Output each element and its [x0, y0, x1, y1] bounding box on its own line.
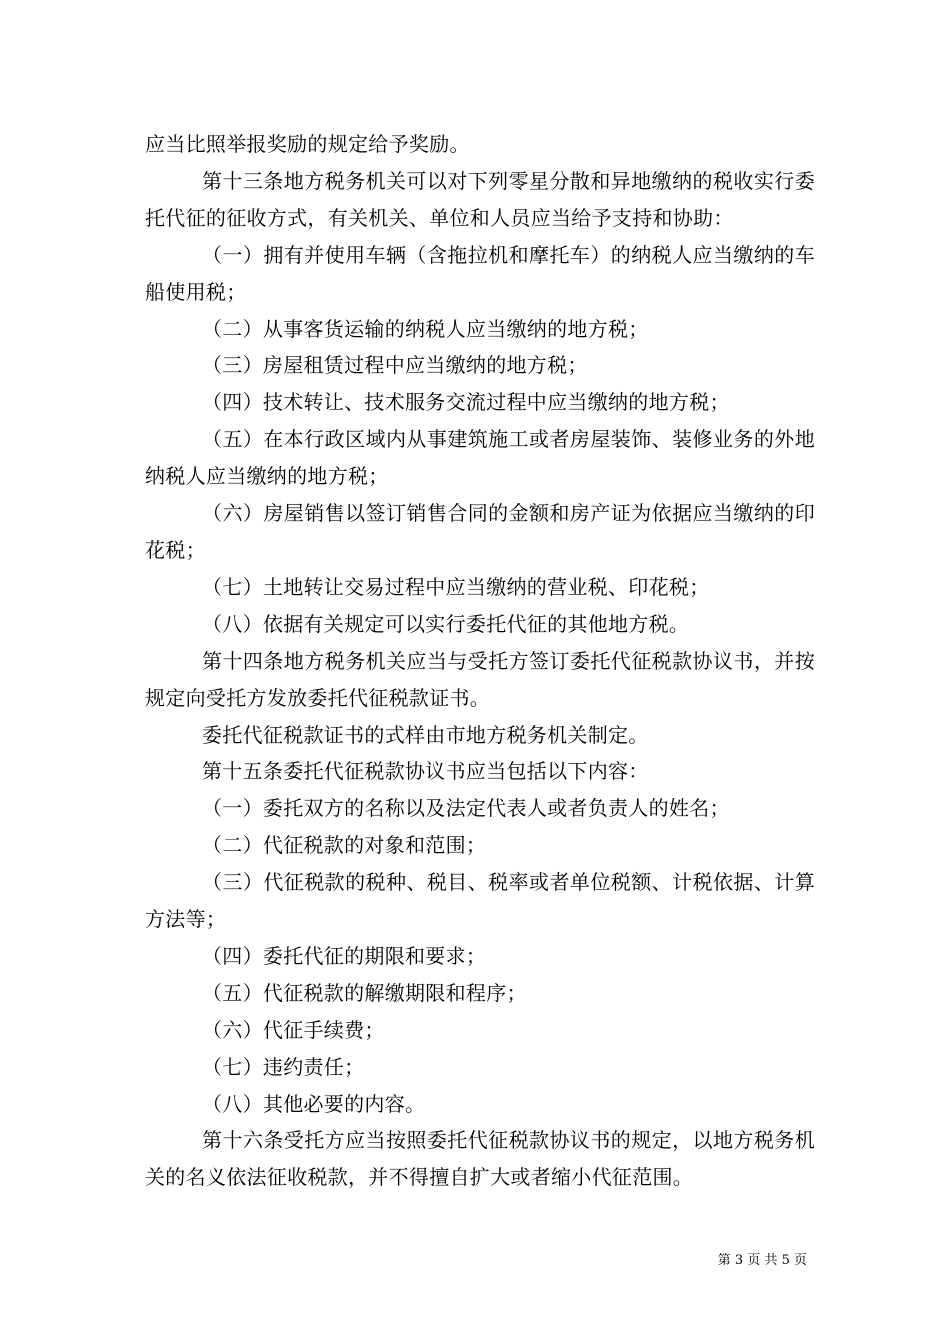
paragraph-article-15: 第十五条委托代征税款协议书应当包括以下内容：: [202, 759, 649, 784]
page-number-footer: 第 3 页 共 5 页: [717, 1253, 807, 1268]
list-item-15-3: （三）代征税款的税种、税目、税率或者单位税额、计税依据、计算方法等；: [145, 870, 815, 932]
list-item-15-1: （一）委托双方的名称以及法定代表人或者负责人的姓名；: [202, 796, 730, 821]
list-item-15-2: （二）代征税款的对象和范围；: [202, 833, 487, 858]
list-item-13-4: （四）技术转让、技术服务交流过程中应当缴纳的地方税；: [202, 390, 730, 415]
list-item-15-6: （六）代征手续费；: [202, 1017, 385, 1042]
list-item-15-4: （四）委托代征的期限和要求；: [202, 943, 487, 968]
list-item-15-8: （八）其他必要的内容。: [202, 1091, 426, 1116]
list-item-13-1: （一）拥有并使用车辆（含拖拉机和摩托车）的纳税人应当缴纳的车船使用税；: [145, 242, 815, 304]
paragraph-article-14-note: 委托代征税款证书的式样由市地方税务机关制定。: [202, 722, 649, 747]
list-item-13-5: （五）在本行政区域内从事建筑施工或者房屋装饰、装修业务的外地纳税人应当缴纳的地方税；: [145, 427, 815, 489]
list-item-15-5: （五）代征税款的解缴期限和程序；: [202, 980, 527, 1005]
paragraph-article-13: 第十三条地方税务机关可以对下列零星分散和异地缴纳的税收实行委托代征的征收方式，有关机关、单位和人员应当给予支持和协助：: [145, 168, 815, 230]
list-item-13-3: （三）房屋租赁过程中应当缴纳的地方税；: [202, 353, 588, 378]
document-body: [145, 126, 815, 1196]
list-item-15-7: （七）违约责任；: [202, 1054, 365, 1079]
paragraph-continuation: 应当比照举报奖励的规定给予奖励。: [145, 132, 470, 156]
paragraph-article-16: 第十六条受托方应当按照委托代征税款协议书的规定，以地方税务机关的名义依法征收税款，并不得擅自扩大或者缩小代征范围。: [145, 1128, 815, 1190]
paragraph-article-14: 第十四条地方税务机关应当与受托方签订委托代征税款协议书，并按规定向受托方发放委托代征税款证书。: [145, 648, 815, 710]
list-item-13-2: （二）从事客货运输的纳税人应当缴纳的地方税；: [202, 316, 649, 341]
list-item-13-8: （八）依据有关规定可以实行委托代征的其他地方税。: [202, 611, 690, 636]
list-item-13-6: （六）房屋销售以签订销售合同的金额和房产证为依据应当缴纳的印花税；: [145, 501, 815, 562]
list-item-13-7: （七）土地转让交易过程中应当缴纳的营业税、印花税；: [202, 574, 710, 599]
